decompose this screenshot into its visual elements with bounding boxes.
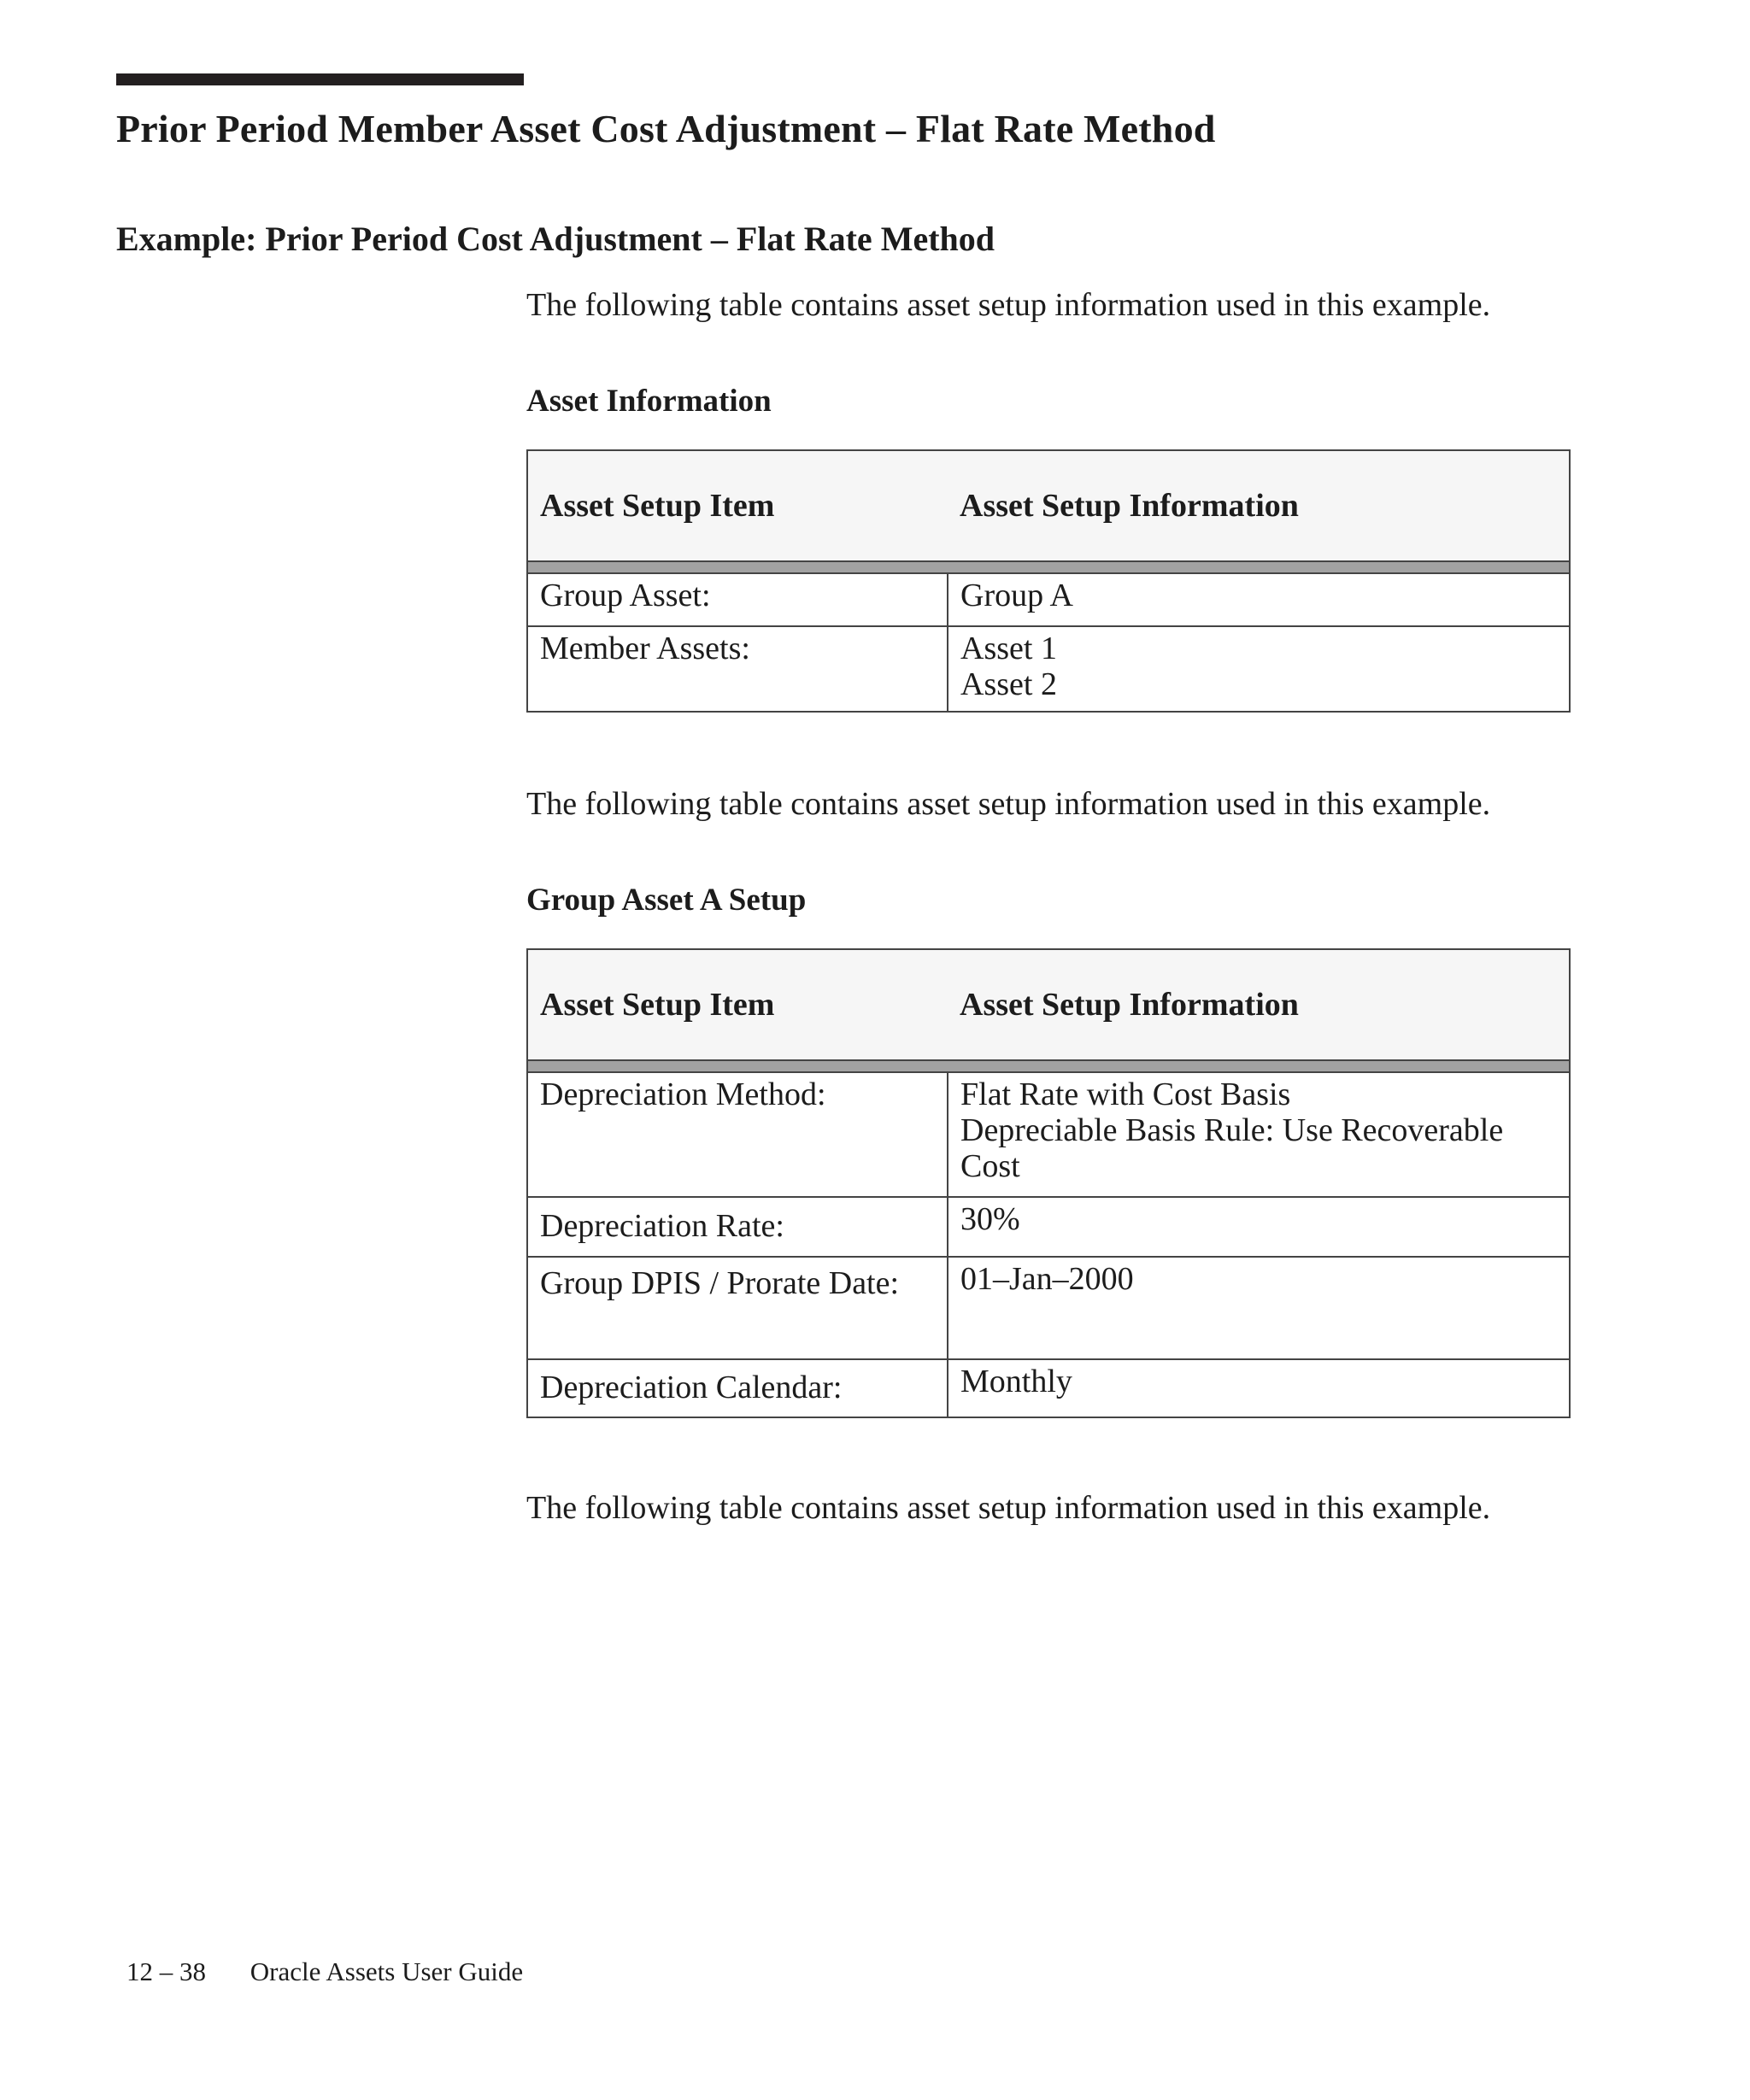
table-caption-1: Asset Information: [526, 384, 772, 419]
book-title: Oracle Assets User Guide: [250, 1956, 524, 1986]
row-item: Depreciation Rate:: [527, 1197, 948, 1257]
intro-paragraph-2: The following table contains asset setup information used in this example.: [526, 786, 1491, 822]
intro-paragraph-1: The following table contains asset setup information used in this example.: [526, 287, 1491, 323]
row-info-line: Group A: [960, 578, 1073, 613]
row-info-line: Asset 2: [960, 666, 1057, 702]
row-info: [948, 1072, 1570, 1197]
table-caption-2: Group Asset A Setup: [526, 883, 807, 918]
row-info-line: Flat Rate with Cost Basis: [960, 1076, 1291, 1112]
header-separator: [527, 561, 1570, 573]
row-item: Member Assets:: [527, 626, 948, 712]
row-info-line: Asset 1: [960, 631, 1057, 666]
example-heading: Example: Prior Period Cost Adjustment – Flat Rate Method: [116, 220, 995, 258]
row-item: Depreciation Calendar:: [527, 1359, 948, 1417]
header-asset-setup-item: Asset Setup Item: [527, 949, 948, 1060]
row-info-line: 30%: [960, 1201, 1020, 1237]
asset-information-table: [526, 449, 1571, 713]
row-info-line: Depreciable Basis Rule: Use Recoverable Cost: [960, 1112, 1504, 1184]
row-info: [948, 1359, 1570, 1417]
row-item: Group DPIS / Prorate Date:: [527, 1257, 948, 1359]
row-item: Group Asset:: [527, 573, 948, 626]
row-info: [948, 626, 1570, 712]
header-asset-setup-item: Asset Setup Item: [527, 450, 948, 561]
row-item: Depreciation Method:: [527, 1072, 948, 1197]
table-row: [527, 1359, 1570, 1417]
table-row: [527, 1197, 1570, 1257]
page-title: Prior Period Member Asset Cost Adjustment – Flat Rate Method: [116, 107, 1216, 150]
table-row: [527, 626, 1570, 712]
row-info-line: Monthly: [960, 1364, 1072, 1399]
header-asset-setup-information: Asset Setup Information: [948, 450, 1570, 561]
intro-paragraph-3: The following table contains asset setup information used in this example.: [526, 1490, 1491, 1526]
page-number: 12 – 38: [126, 1956, 206, 1986]
page-footer: [126, 1956, 523, 1987]
group-asset-setup-table: [526, 948, 1571, 1418]
table-row: [527, 573, 1570, 626]
header-separator: [527, 1060, 1570, 1072]
table-row: [527, 1257, 1570, 1359]
row-info: [948, 1197, 1570, 1257]
row-info: [948, 1257, 1570, 1359]
top-rule: [116, 73, 524, 85]
table-row: [527, 1072, 1570, 1197]
header-asset-setup-information: Asset Setup Information: [948, 949, 1570, 1060]
row-info-line: 01–Jan–2000: [960, 1261, 1134, 1297]
row-info: [948, 573, 1570, 626]
